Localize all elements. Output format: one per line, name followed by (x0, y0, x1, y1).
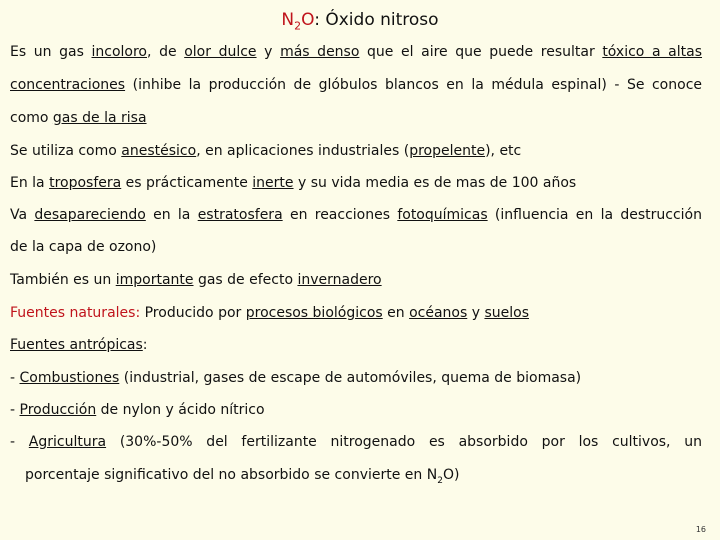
title-formula-o: O (301, 10, 315, 30)
paragraph-4-line-1: Va desapareciendo en la estratosfera en reacciones fotoquímicas (influencia en la destrucción (10, 207, 702, 223)
list-item-combustiones: - Combustiones (industrial, gases de escape de automóviles, quema de biomasa) (10, 370, 582, 386)
label-fuentes-antropicas: Fuentes antrópicas (10, 337, 143, 353)
paragraph-1-line-3: como gas de la risa (10, 110, 147, 126)
term-suelos: suelos (484, 305, 529, 321)
paragraph-6: Fuentes naturales: Producido por procesos biológicos en océanos y suelos (10, 305, 529, 321)
slide-title (0, 8, 720, 38)
list-item-produccion: - Producción de nylon y ácido nítrico (10, 402, 265, 418)
paragraph-4-line-2: de la capa de ozono) (10, 239, 157, 255)
term-inerte: inerte (252, 175, 294, 191)
term-agricultura: Agricultura (28, 434, 107, 450)
term-mas-denso: más denso (280, 44, 360, 60)
title-formula-sub: 2 (294, 19, 302, 33)
term-importante: importante (115, 272, 194, 288)
term-anestesico: anestésico (121, 143, 197, 159)
page-number: 16 (695, 525, 706, 534)
title-text: : Óxido nitroso (314, 10, 439, 30)
paragraph-5: También es un importante gas de efecto invernadero (10, 272, 382, 288)
term-olor-dulce: olor dulce (184, 44, 257, 60)
paragraph-1-line-1: Es un gas incoloro, de olor dulce y más denso que el aire que puede resultar tóxico a altas (10, 44, 703, 60)
term-invernadero: invernadero (297, 272, 382, 288)
term-produccion: Producción (19, 402, 97, 418)
term-concentraciones: concentraciones (10, 77, 126, 93)
term-toxico: tóxico a altas (602, 44, 703, 60)
term-procesos-biologicos: procesos biológicos (245, 305, 383, 321)
term-propelente: propelente (409, 143, 486, 159)
term-gas-de-la-risa: gas de la risa (52, 110, 147, 126)
paragraph-2: Se utiliza como anestésico, en aplicaciones industriales (propelente), etc (10, 143, 522, 159)
term-combustiones: Combustiones (19, 370, 120, 386)
term-troposfera: troposfera (49, 175, 122, 191)
term-fotoquimicas: fotoquímicas (397, 207, 488, 223)
term-incoloro: incoloro (91, 44, 147, 60)
term-desapareciendo: desapareciendo (34, 207, 146, 223)
paragraph-7: Fuentes antrópicas: (10, 337, 148, 353)
paragraph-3: En la troposfera es prácticamente inerte y su vida media es de mas de 100 años (10, 175, 577, 191)
label-fuentes-naturales: Fuentes naturales: (10, 305, 141, 321)
list-item-agricultura-line-1: - Agricultura (30%-50% del fertilizante nitrogenado es absorbido por los cultivos, un (10, 434, 702, 450)
term-estratosfera: estratosfera (197, 207, 283, 223)
term-oceanos: océanos (409, 305, 468, 321)
list-item-agricultura-line-2: porcentaje significativo del no absorbido se convierte en $N_2O$) (25, 467, 460, 486)
title-formula-n: N (281, 10, 295, 30)
paragraph-1-line-2: concentraciones (inhibe la producción de glóbulos blancos en la médula espinal) - Se conoce (10, 77, 702, 93)
